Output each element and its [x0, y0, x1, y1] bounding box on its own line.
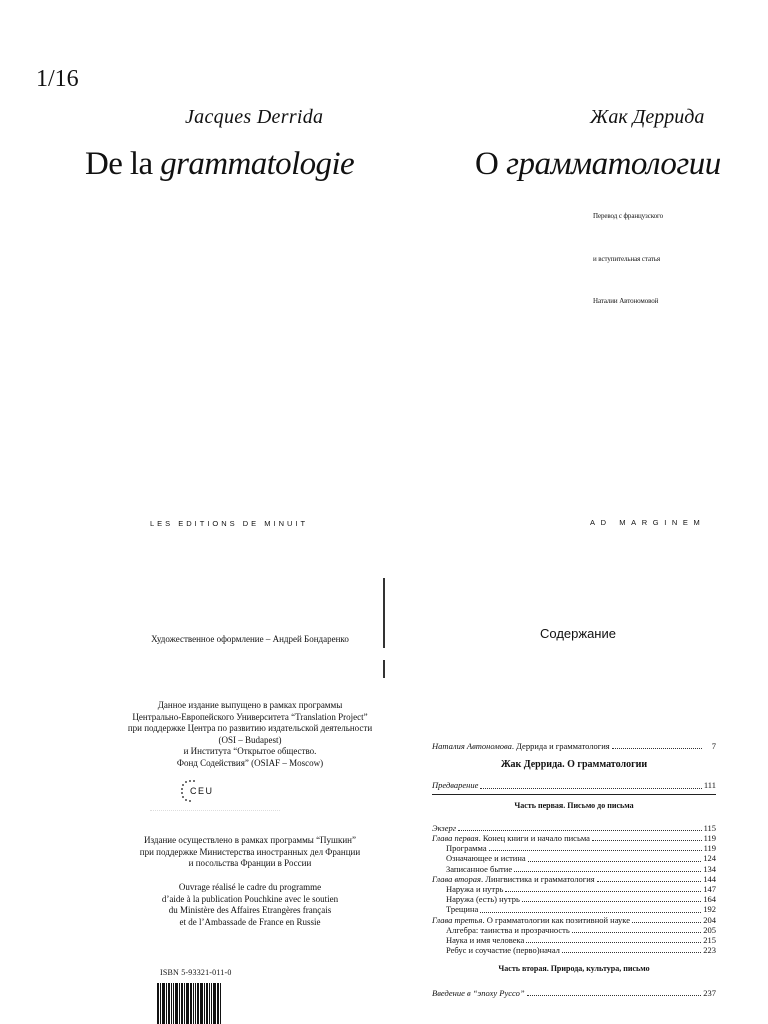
toc-page-number: 204 — [703, 914, 716, 925]
program-line: при поддержке Центра по развитию издательской деятельности — [127, 723, 373, 733]
book-title-french-lead: De la — [85, 146, 153, 182]
toc-book-title: Жак Деррида. О грамматологии — [500, 759, 648, 771]
toc-entry-preface — [432, 780, 716, 790]
translation-credit-line: Наталии Автономовой — [593, 297, 659, 305]
page-fold-line — [383, 660, 385, 678]
toc-entry — [432, 823, 716, 833]
toc-entry-title: Означающее и истина — [446, 853, 526, 864]
toc-entry — [432, 833, 716, 843]
toc-entry-title: Предварение — [432, 780, 479, 791]
toc-entry-intro — [432, 741, 716, 751]
program-line: Центрально-Европейского Университета “Translation Project” — [132, 711, 368, 722]
toc-divider — [432, 794, 716, 795]
toc-entry — [432, 894, 716, 904]
toc-entry-title: . Конец книги и начало письма — [478, 833, 590, 844]
toc-page-number: 111 — [703, 780, 716, 791]
translation-credit-line: Перевод с французского — [593, 212, 664, 220]
toc-entry-italic: Введение в “эпоху Руссо” — [432, 987, 525, 998]
toc-page-number: 164 — [703, 894, 716, 905]
toc-page-number: 119 — [703, 833, 716, 844]
toc-entry-author: Наталия Автономова — [432, 741, 512, 751]
toc-entry-title: Ребус и соучастие (перво)начал — [446, 945, 560, 956]
book-title-french-rest: grammatologie — [160, 146, 355, 182]
ceu-logo — [178, 778, 222, 804]
svg-text:CEU: CEU — [190, 786, 214, 796]
toc-page-number: 205 — [703, 924, 716, 935]
book-title-russian-lead: О — [475, 146, 499, 182]
toc-entry-title: . Деррида и грамматология — [511, 741, 610, 751]
toc-entry — [432, 874, 716, 884]
toc-page-number: 124 — [703, 853, 716, 864]
french-line: du Ministère des Affaires Etrangères français — [168, 905, 332, 915]
program-line: и Института “Открытое общество. — [183, 746, 317, 756]
toc-entry-title: Алгебра: таинства и прозрачность — [446, 924, 570, 935]
isbn-number: ISBN 5-93321-011-0 — [160, 968, 232, 977]
toc-page-number: 144 — [703, 873, 716, 884]
program-line: Фонд Содействия” (OSIAF – Moscow) — [176, 757, 324, 768]
toc-entry-title: Наружа и нутрь — [446, 884, 504, 895]
toc-entry-title: Наружа (есть) нутрь — [446, 894, 520, 905]
author-name-french: Jacques Derrida — [185, 106, 324, 128]
toc-page-number: 192 — [703, 904, 716, 915]
toc-entry — [432, 904, 716, 914]
toc-entry-title: . Лингвистика и грамматология — [480, 873, 595, 884]
toc-entry-title: . О грамматологии как позитивной науке — [482, 914, 630, 925]
toc-page-number: 147 — [703, 884, 716, 895]
toc-part-heading: Часть вторая. Природа, культура, письмо — [498, 964, 650, 974]
toc-entry — [432, 945, 716, 955]
book-title-russian — [475, 146, 721, 183]
translation-credit-line: и вступительная статья — [593, 255, 660, 263]
program-line: (OSI – Budapest) — [218, 734, 282, 745]
toc-entry-title: Трещина — [446, 904, 479, 915]
french-line: et de l’Ambassade de France en Russie — [179, 916, 321, 927]
design-credit: Художественное оформление – Андрей Бондаренко — [151, 634, 349, 644]
toc-page-number: 134 — [703, 863, 716, 874]
table-of-contents — [432, 741, 716, 998]
barcode — [157, 983, 231, 1024]
toc-entry-title: Программа — [446, 843, 487, 854]
program-notice — [50, 700, 450, 769]
toc-page-number: 7 — [711, 741, 716, 751]
toc-entry-italic: Экзерг — [432, 822, 457, 833]
pushkin-line: при поддержке Министерства иностранных дел Франции — [139, 846, 361, 857]
toc-entry — [432, 843, 716, 853]
page-counter: 1/16 — [36, 66, 79, 92]
toc-page-number: 115 — [703, 822, 716, 833]
french-line: Ouvrage réalisé le cadre du programme — [178, 882, 322, 892]
program-line: Данное издание выпущено в рамках программы — [157, 700, 343, 710]
toc-entry — [432, 935, 716, 945]
french-program-notice — [50, 882, 450, 928]
toc-entry-italic: Глава вторая — [432, 873, 481, 884]
toc-part1-list — [432, 823, 716, 956]
toc-entry-title: Записанное бытие — [446, 863, 513, 874]
toc-page-number: 237 — [703, 987, 716, 998]
toc-entry — [432, 925, 716, 935]
toc-entry-title: Наука и имя человека — [446, 935, 525, 946]
toc-entry-italic: Глава третья — [432, 914, 483, 925]
toc-entry — [432, 884, 716, 894]
french-line: d’aide à la publication Pouchkine avec le soutien — [161, 893, 339, 904]
toc-page-number: 215 — [703, 935, 716, 946]
pushkin-line: Издание осуществлено в рамках программы “Пушкин” — [144, 835, 356, 845]
toc-page-number: 223 — [703, 945, 716, 956]
toc-entry — [432, 915, 716, 925]
contents-heading: Содержание — [540, 626, 616, 641]
divider — [150, 810, 280, 812]
publisher-french: LES EDITIONS DE MINUIT — [150, 519, 309, 528]
toc-entry — [432, 988, 716, 998]
publisher-russian: AD MARGINEM — [590, 518, 706, 527]
book-title-french — [85, 146, 354, 183]
toc-part2-list — [432, 988, 716, 998]
pushkin-line: и посольства Франции в России — [188, 858, 312, 868]
toc-entry-italic: Глава первая — [432, 833, 479, 844]
toc-part-heading: Часть первая. Письмо до письма — [514, 800, 634, 810]
author-name-russian: Жак Деррида — [590, 106, 705, 128]
toc-entry — [432, 853, 716, 863]
book-title-russian-rest: грамматологии — [506, 146, 721, 182]
toc-page-number: 119 — [703, 843, 716, 854]
pushkin-program-notice — [50, 835, 450, 870]
toc-entry — [432, 864, 716, 874]
